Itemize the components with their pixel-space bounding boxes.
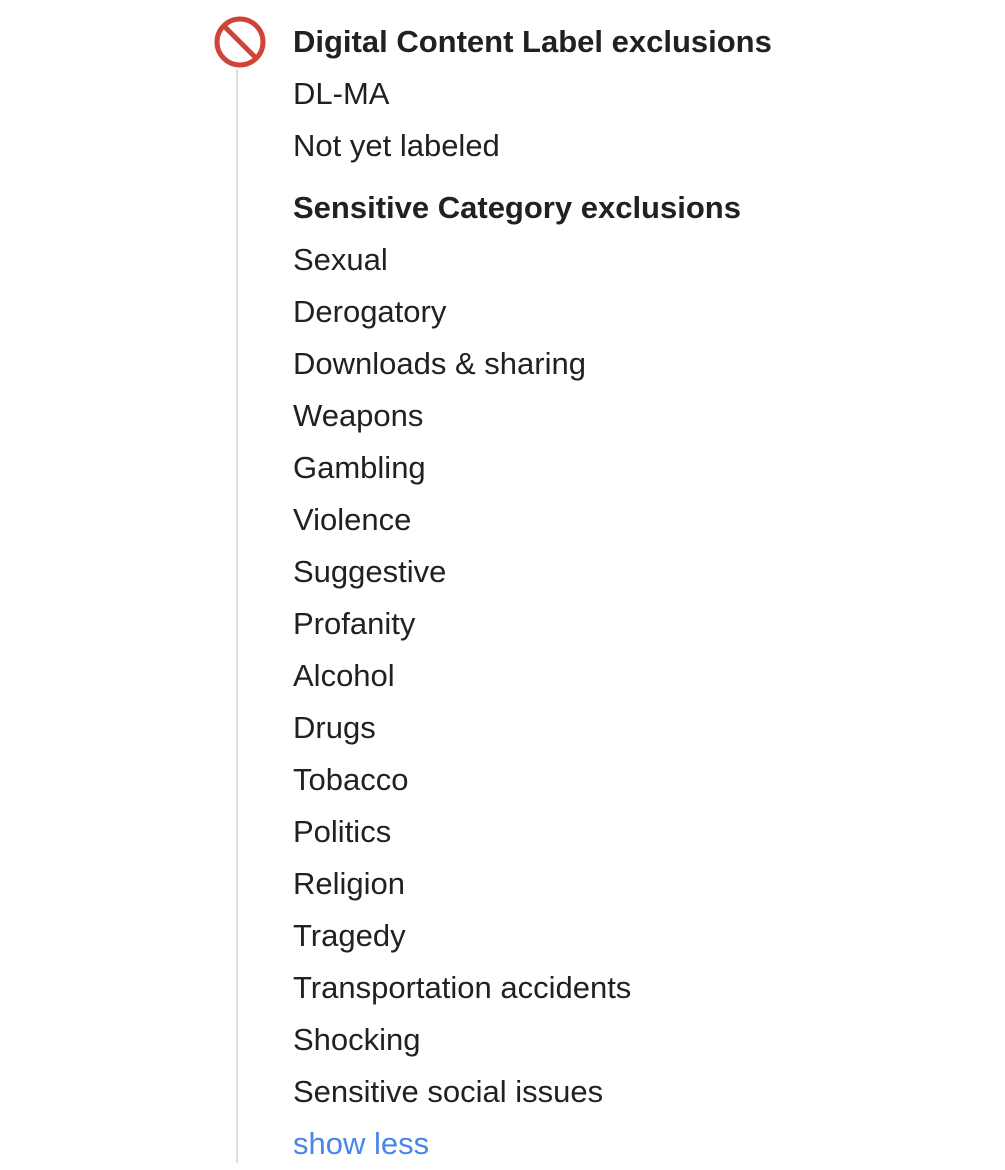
list-item: Alcohol [293,658,395,693]
show-less-link[interactable]: show less [293,1126,430,1161]
list-item: Shocking [293,1022,421,1057]
sensitive-category-heading: Sensitive Category exclusions [293,190,741,225]
list-item: Drugs [293,710,376,745]
list-item: Gambling [293,450,426,485]
list-item: Profanity [293,606,416,641]
list-item: Politics [293,814,392,849]
list-item: Derogatory [293,294,447,329]
list-item: Sensitive social issues [293,1074,604,1109]
list-item: Violence [293,502,412,537]
list-item: Suggestive [293,554,447,589]
digital-content-label-list [293,68,993,172]
list-item: Downloads & sharing [293,346,586,381]
list-item: Weapons [293,398,424,433]
sensitive-category-list [293,234,993,1118]
exclusions-content [293,0,993,1170]
list-item: Not yet labeled [293,128,500,163]
list-item: Tobacco [293,762,409,797]
vertical-rule [236,70,238,1163]
block-icon [213,15,267,69]
list-item: Sexual [293,242,388,277]
list-item: DL-MA [293,76,390,111]
list-item: Transportation accidents [293,970,632,1005]
list-item: Tragedy [293,918,406,953]
digital-content-label-heading: Digital Content Label exclusions [293,24,772,59]
list-item: Religion [293,866,406,901]
